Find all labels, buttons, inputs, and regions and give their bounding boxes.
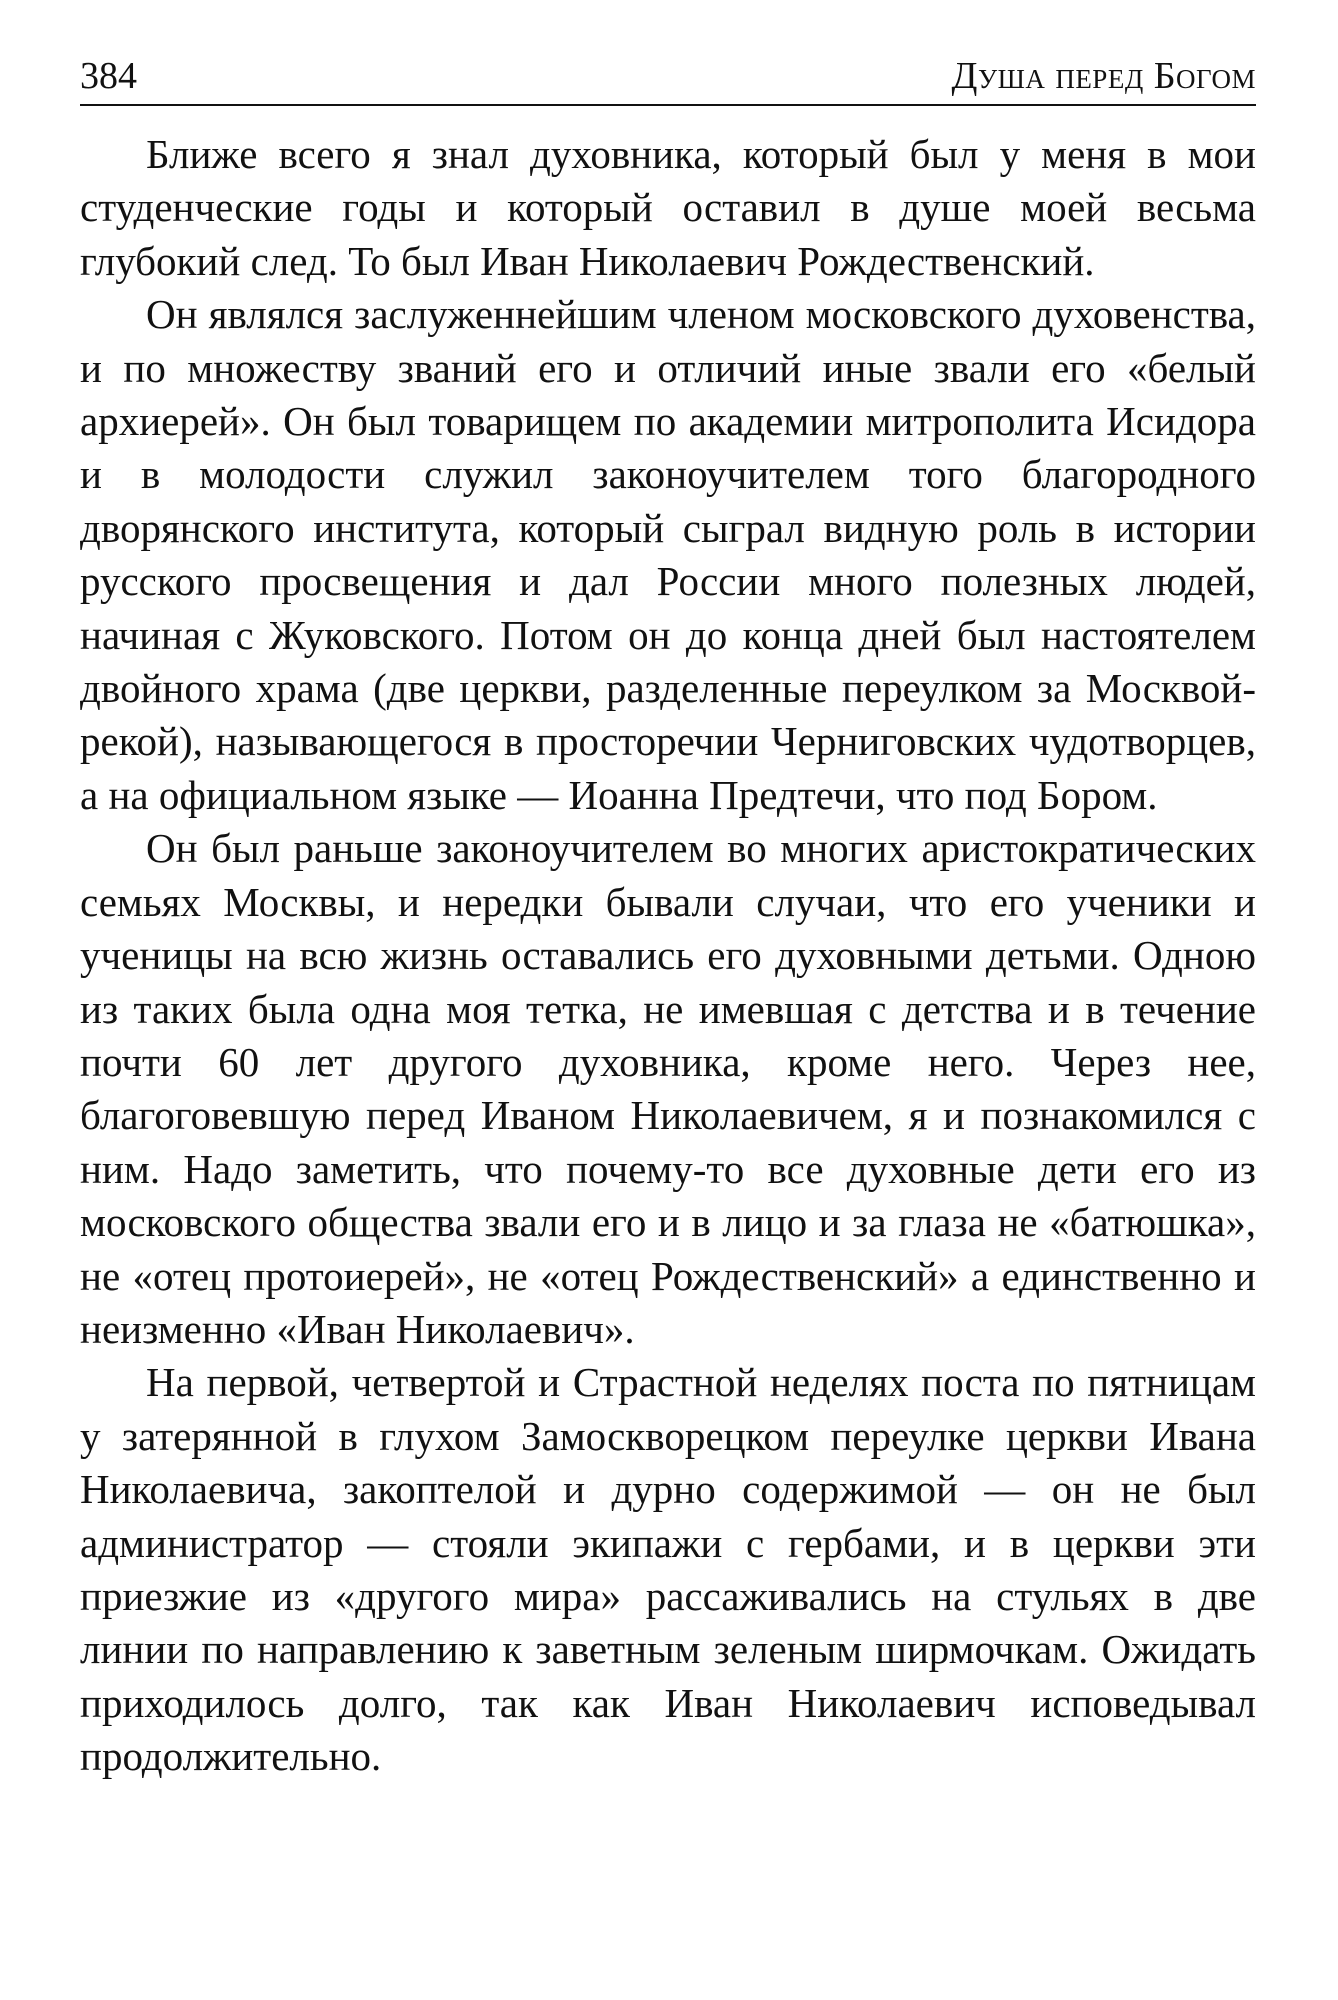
body-text xyxy=(80,128,1256,1784)
paragraph: Он являлся заслуженнейшим членом московского духовенства, и по множеству званий его и отличий иные звали его «белый архиерей». Он был товарищем по академии митрополита Исидора и в молодости служил законоучителем того благородного дворянского института, который сыграл видную роль в истории русского просвещения и дал России много полезных людей, начиная с Жуковского. Потом он до конца дней был настоятелем двойного храма (две церкви, разделенные переулком за Москвой-рекой), называющегося в просторечии Черниговских чудотворцев, а на официальном языке — Иоанна Предтечи, что под Бором. xyxy=(80,291,1256,818)
page-number: 384 xyxy=(80,55,137,97)
page-header xyxy=(80,48,1256,106)
running-title: Душа перед Богом xyxy=(951,55,1256,97)
paragraph: Он был раньше законоучителем во многих аристократических семьях Москвы, и нередки бывали случаи, что его ученики и ученицы на всю жизнь оставались его духовными детьми. Одною из таких была одна моя тетка, не имевшая с детства и в течение почти 60 лет другого духовника, кроме него. Через нее, благоговевшую перед Иваном Николаевичем, я и познакомился с ним. Надо заметить, что почему-то все духовные дети его из московского общества звали его и в лицо и за глаза не «батюшка», не «отец протоиерей», не «отец Рождественский» а единственно и неизменно «Иван Николаевич». xyxy=(80,825,1256,1352)
paragraph: На первой, четвертой и Страстной неделях поста по пятницам у затерянной в глухом Замоскворецком переулке церкви Ивана Николаевича, закоптелой и дурно содержимой — он не был администратор — стояли экипажи с гербами, и в церкви эти приезжие из «другого мира» рассаживались на стульях в две линии по направлению к заветным зеленым ширмочкам. Ожидать приходилось долго, так как Иван Николаевич исповедывал продолжительно. xyxy=(80,1359,1256,1780)
paragraph: Ближе всего я знал духовника, который был у меня в мои студенческие годы и который оставил в душе моей весьма глубокий след. То был Иван Николаевич Рождественский. xyxy=(80,131,1256,284)
